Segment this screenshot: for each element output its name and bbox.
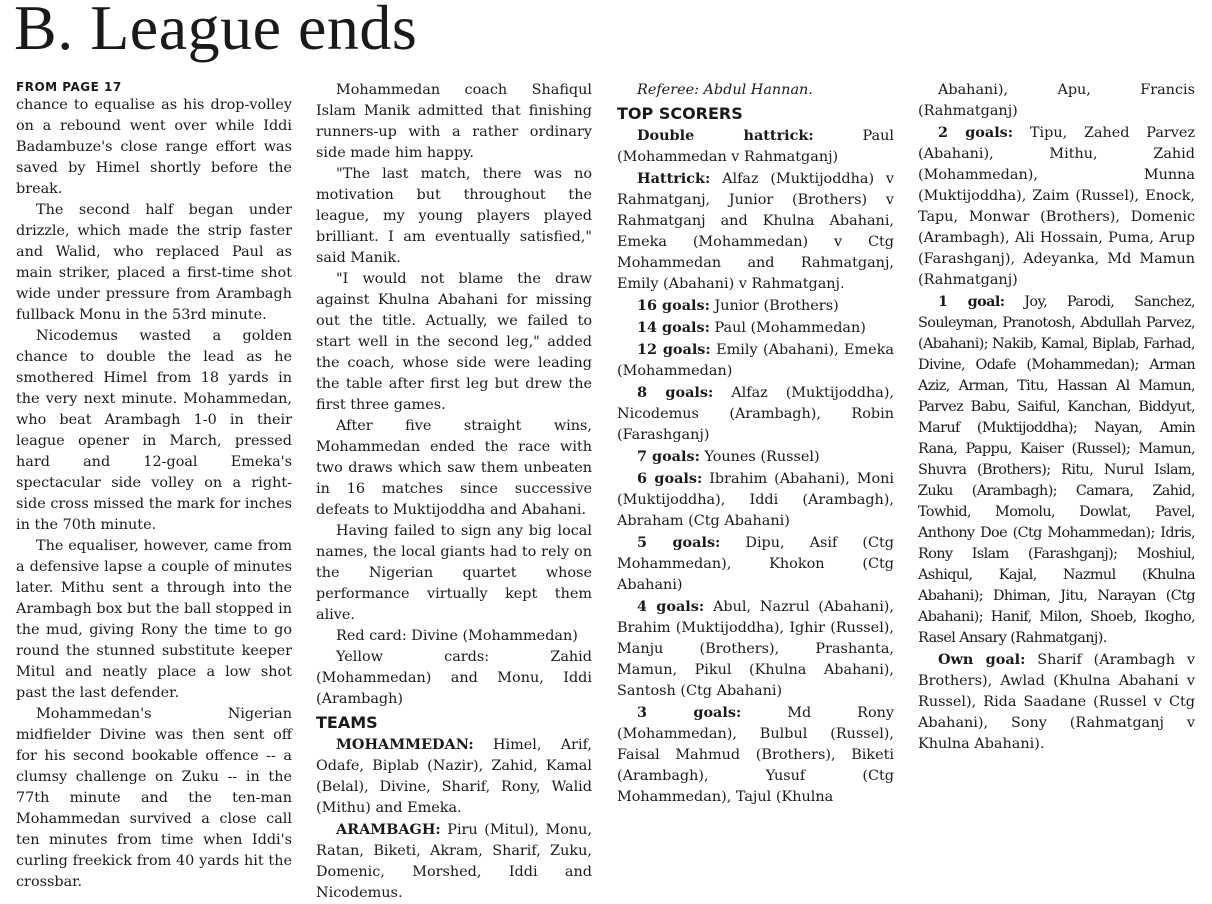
scorer-entry xyxy=(918,122,1195,291)
scorer-label: Own goal: xyxy=(938,651,1026,668)
scorer-label: 8 goals: xyxy=(637,384,714,401)
scorer-entry xyxy=(617,295,894,317)
referee-line: Referee: Abdul Hannan. xyxy=(637,82,813,98)
scorer-text: Sharif (Arambagh v Brothers), Awlad (Khulna Abahani v Russel), Rida Saadane (Russel v Ctg Abahani), Sony (Rahmatganj v Khulna Abahani). xyxy=(918,652,1195,752)
column-1 xyxy=(16,80,292,893)
scorer-entry xyxy=(918,649,1195,755)
scorer-entry xyxy=(617,596,894,702)
teams-heading: TEAMS xyxy=(316,713,378,732)
scorer-text: Joy, Parodi, Sanchez, Souleyman, Pranotosh, Abdullah Parvez, (Abahani); Nakib, Kamal, Biplab, Farhad, Divine, Odafe (Mohammedan); Arman Aziz, Arman, Titu, Hassan Al Mamun, Parvez Babu, Saiful, Kanchan, Biddyut, Maruf (Muktijoddha); Nayan, Amin Rana, Pappu, Kaiser (Russel); Mamun, Shuvra (Brothers); Ritu, Nurul Islam, Zuku (Arambagh); Camara, Zahid, Towhid, Momolu, Dowlat, Pavel, Anthony Doe (Ctg Mohammedan); Idris, Rony Islam (Farashganj); Moshiul, Ashiqul, Kajal, Nazmul (Khulna Abahani); Dhiman, Jitu, Narayan (Ctg Abahani); Hanif, Milon, Shoeb, Ikogho, Rasel Ansary (Rahmatganj). xyxy=(918,294,1195,646)
scorer-text: Ibrahim (Abahani), Moni (Muktijoddha), Iddi (Arambagh), Abraham (Ctg Abahani) xyxy=(617,471,895,529)
scorer-text: Md Rony (Mohammedan), Bulbul (Russel), Faisal Mahmud (Brothers), Biketi (Arambagh), Yusuf (Ctg Mohammedan), Tajul (Khulna xyxy=(617,705,895,805)
scorer-entry xyxy=(617,446,894,468)
scorer-continued: Abahani), Apu, Francis (Rahmatganj) xyxy=(918,82,1195,119)
paragraph: Having failed to sign any big local names, the local giants had to rely on the Nigerian quartet whose performance virtually kept them alive. xyxy=(316,523,592,623)
kicker: FROM PAGE 17 xyxy=(16,80,122,94)
paragraph: Mohammedan's Nigerian midfielder Divine was then sent off for his second bookable offence -- a clumsy challenge on Zuku -- in the 77th minute and the ten-man Mohammedan survived a close call ten minutes from time when Iddi's curling freekick from 40 yards hit the crossbar. xyxy=(16,706,292,890)
scorer-label: 14 goals: xyxy=(637,319,710,336)
scorer-label: 7 goals: xyxy=(637,448,700,465)
scorer-entry xyxy=(617,339,894,382)
scorer-label: 1 goal: xyxy=(938,293,1005,310)
scorer-entry xyxy=(617,125,894,168)
paragraph: Mohammedan coach Shafiqul Islam Manik admitted that finishing runners-up with a rather ordinary side made him happy. xyxy=(316,82,592,161)
headline: B. League ends xyxy=(14,0,418,63)
paragraph: chance to equalise as his drop-volley on a rebound went over while Iddi Badambuze's close range effort was saved by Himel shortly before the break. xyxy=(16,97,292,197)
column-3 xyxy=(617,80,894,808)
scorer-label: 2 goals: xyxy=(938,124,1014,141)
scorer-text: Younes (Russel) xyxy=(704,449,820,465)
team-label: MOHAMMEDAN: xyxy=(336,736,474,753)
team-arambagh xyxy=(316,819,592,904)
column-2 xyxy=(316,80,592,904)
column-4 xyxy=(918,80,1195,755)
scorer-label: 12 goals: xyxy=(637,341,711,358)
scorer-entry xyxy=(617,382,894,446)
team-mohammedan xyxy=(316,734,592,819)
scorer-entry xyxy=(617,168,894,295)
scorer-label: 4 goals: xyxy=(637,598,705,615)
scorer-label: 16 goals: xyxy=(637,297,710,314)
yellow-cards-line: Yellow cards: Zahid (Mohammedan) and Monu, Iddi (Arambagh) xyxy=(316,649,592,707)
scorer-text: Dipu, Asif (Ctg Mohammedan), Khokon (Ctg Abahani) xyxy=(617,535,895,593)
team-lineup: Piru (Mitul), Monu, Ratan, Biketi, Akram, Sharif, Zuku, Domenic, Morshed, Iddi and Nicodemus. xyxy=(316,822,593,901)
paragraph: After five straight wins, Mohammedan ended the race with two draws which saw them unbeaten in 16 matches since successive defeats to Muktijoddha and Abahani. xyxy=(316,418,592,518)
scorer-entry xyxy=(617,702,894,808)
paragraph: The second half began under drizzle, which made the strip faster and Walid, who replaced Paul as main striker, placed a first-time shot wide under pressure from Arambagh fullback Monu in the 53rd minute. xyxy=(16,202,292,323)
paragraph: "The last match, there was no motivation but throughout the league, my young players played brilliant. I am eventually satisfied," said Manik. xyxy=(316,166,592,266)
paragraph: Nicodemus wasted a golden chance to double the lead as he smothered Himel from 18 yards in the very next minute. Mohammedan, who beat Arambagh 1-0 in their league opener in March, pressed hard and 12-goal Emeka's spectacular side volley on a right-side cross missed the mark for inches in the 70th minute. xyxy=(16,328,292,533)
scorer-entry xyxy=(617,317,894,339)
scorer-text: Paul (Mohammedan v Rahmatganj) xyxy=(617,128,894,165)
team-label: ARAMBAGH: xyxy=(336,821,441,838)
scorer-text: Emily (Abahani), Emeka (Mohammedan) xyxy=(617,342,895,379)
scorer-entry xyxy=(617,532,894,596)
scorer-text: Junior (Brothers) xyxy=(714,298,839,314)
scorer-text: Alfaz (Muktijoddha), Nicodemus (Arambagh), Robin (Farashganj) xyxy=(617,385,895,443)
scorer-entry xyxy=(918,291,1195,649)
scorer-entry xyxy=(617,468,894,532)
scorer-text: Abul, Nazrul (Abahani), Brahim (Muktijoddha), Ighir (Russel), Manju (Brothers), Prashanta, Mamun, Pikul (Khulna Abahani), Santosh (Ctg Abahani) xyxy=(617,599,894,699)
top-scorers-heading: TOP SCORERS xyxy=(617,104,743,123)
scorer-text: Tipu, Zahed Parvez (Abahani), Mithu, Zahid (Mohammedan), Munna (Muktijoddha), Zaim (Russel), Enock, Tapu, Monwar (Brothers), Domenic (Arambagh), Ali Hossain, Puma, Arup (Farashganj), Adeyanka, Md Mamun (Rahmatganj) xyxy=(918,125,1196,288)
scorer-label: 3 goals: xyxy=(637,704,742,721)
scorer-label: Hattrick: xyxy=(637,170,711,187)
paragraph: "I would not blame the draw against Khulna Abahani for missing out the title. Actually, we failed to start well in the second leg," added the coach, whose side were leading the table after first leg but drew the first three games. xyxy=(316,271,592,413)
scorer-label: 6 goals: xyxy=(637,470,703,487)
red-card-line: Red card: Divine (Mohammedan) xyxy=(336,628,578,644)
team-lineup: Himel, Arif, Odafe, Biplab (Nazir), Zahid, Kamal (Belal), Divine, Sharif, Rony, Walid (Mithu) and Emeka. xyxy=(316,737,592,816)
scorer-label: Double hattrick: xyxy=(637,127,814,144)
scorer-text: Alfaz (Muktijoddha) v Rahmatganj, Junior (Brothers) v Rahmatganj and Khulna Abahani, Emeka (Mohammedan) v Ctg Mohammedan and Rahmatganj, Emily (Abahani) v Rahmatganj. xyxy=(617,171,894,292)
scorer-text: Paul (Mohammedan) xyxy=(714,320,866,336)
paragraph: The equaliser, however, came from a defensive lapse a couple of minutes later. Mithu sent a through into the Arambagh box but the ball stopped in the mud, giving Rony the time to go round the stunned substitute keeper Mitul and neatly place a low shot past the last defender. xyxy=(16,538,292,701)
scorer-label: 5 goals: xyxy=(637,534,721,551)
